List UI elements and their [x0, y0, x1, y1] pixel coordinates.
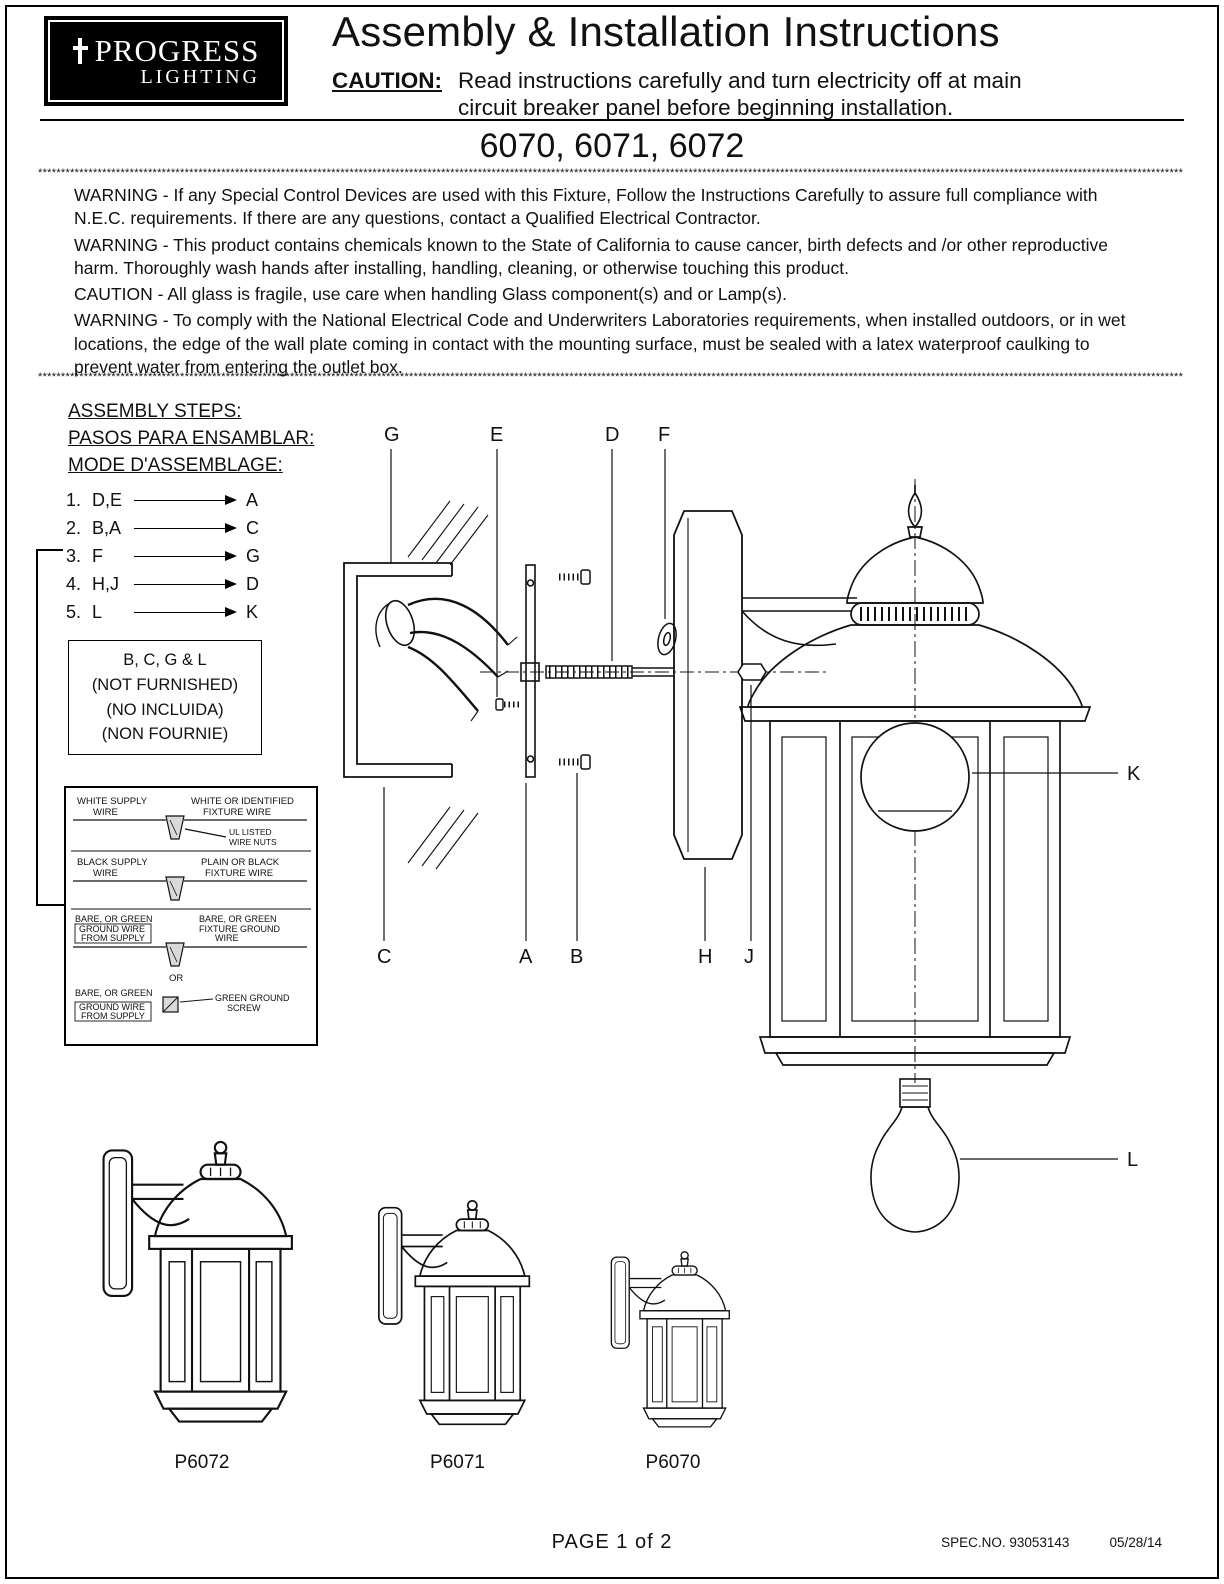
wiring-label: WIRE — [93, 807, 118, 818]
wire-nut-icon — [166, 877, 184, 900]
wiring-label: GROUND WIRE — [79, 1002, 145, 1012]
step-parts: B,A — [92, 517, 122, 538]
lantern-drawing-large — [95, 1136, 309, 1436]
wiring-label: GREEN GROUND — [215, 993, 290, 1003]
spec-number: SPEC.NO. 93053143 — [941, 1535, 1070, 1550]
assembly-heading-es: PASOS PARA ENSAMBLAR: — [68, 428, 315, 449]
step-number: 3. — [66, 545, 82, 566]
label-E: E — [490, 424, 504, 446]
not-furnished-es: (NO INCLUIDA) — [106, 700, 224, 719]
wiring-label: PLAIN OR BLACK — [201, 857, 280, 868]
step-parts: H,J — [92, 573, 119, 594]
page-number: PAGE 1 of 2 — [551, 1531, 673, 1553]
label-B: B — [570, 946, 584, 968]
wiring-label: WHITE OR IDENTIFIED — [191, 796, 294, 807]
warning-special-control: WARNING - If any Special Control Devices are used with this Fixture, Follow the Instructions Carefully to assure full compliance with N.E.C. requirements. If there are any questions, contact a Qualified Electrical Contractor. — [74, 185, 1098, 229]
product-label: P6071 — [430, 1452, 485, 1473]
wiring-label: WIRE — [93, 868, 118, 879]
arrow-right-icon — [134, 612, 234, 613]
caution-line-2: circuit breaker panel before beginning installation. — [457, 94, 954, 120]
caution-line-1: Read instructions carefully and turn electricity off at main — [457, 68, 1022, 93]
not-furnished-en: (NOT FURNISHED) — [91, 675, 239, 694]
step-parts: L — [92, 601, 103, 622]
assembly-step-2 — [66, 514, 266, 542]
ring-handle — [861, 723, 969, 831]
product-label: P6072 — [174, 1452, 230, 1473]
wiring-legend-box — [64, 786, 318, 1046]
label-D: D — [605, 424, 620, 446]
product-variants — [95, 1102, 740, 1474]
wiring-label: BARE, OR GREEN — [75, 914, 153, 924]
wiring-label: FIXTURE WIRE — [205, 868, 274, 879]
caution-text — [458, 68, 1022, 121]
assembly-step-4 — [66, 570, 266, 598]
assembly-step-3 — [66, 542, 266, 570]
mounting-screw-top — [559, 570, 590, 584]
step-target: D — [246, 573, 259, 594]
outlet-box — [344, 563, 452, 777]
wiring-label: FIXTURE WIRE — [203, 807, 272, 818]
step-parts: D,E — [92, 489, 123, 510]
wiring-legend-diagram — [67, 789, 315, 1043]
spec-info — [941, 1535, 1162, 1550]
step-number: 4. — [66, 573, 82, 594]
wiring-label: UL LISTED — [229, 827, 272, 837]
lantern-drawing-medium — [372, 1196, 543, 1436]
step-target: K — [246, 601, 259, 622]
product-p6072 — [95, 1136, 309, 1474]
assembly-heading-fr: MODE D'ASSEMBLAGE: — [68, 455, 283, 476]
step-number: 1. — [66, 489, 82, 510]
wiring-label: BARE, OR GREEN — [75, 988, 153, 998]
connector-line-bottom — [36, 904, 65, 906]
wiring-label: SCREW — [227, 1003, 261, 1013]
white-wire-lines — [73, 820, 307, 837]
assembly-step-5 — [66, 598, 266, 626]
black-wire-labels — [77, 857, 280, 879]
product-label: P6070 — [645, 1452, 701, 1473]
arrow-right-icon — [134, 528, 234, 529]
label-C: C — [377, 946, 392, 968]
hex-nut — [738, 664, 766, 680]
star-divider-top: ********************************************************************************************************************************************************************************************************************************************************** — [38, 168, 1184, 179]
arrow-right-icon — [134, 584, 234, 585]
progress-lighting-logo — [44, 16, 288, 106]
logo-sub-text: LIGHTING — [140, 66, 260, 88]
ground-wire-labels — [75, 914, 281, 943]
model-numbers-title: 6070, 6071, 6072 — [479, 127, 745, 165]
bulb-glass — [871, 1107, 959, 1232]
not-furnished-box — [68, 640, 262, 755]
wire-nut-icon — [166, 816, 184, 839]
connector-line-vertical — [36, 549, 38, 906]
connector-line-top — [36, 549, 63, 551]
wiring-label: FIXTURE GROUND — [199, 924, 280, 934]
roof-skirt — [748, 625, 1082, 707]
caution-label: CAUTION: — [332, 68, 442, 93]
logo-brand-text: PROGRESS — [94, 33, 260, 68]
assembly-steps-list — [66, 486, 266, 626]
step-number: 5. — [66, 601, 82, 622]
step-target: A — [246, 489, 259, 510]
logo-inner-frame — [48, 20, 284, 102]
wiring-label: WHITE SUPPLY — [77, 796, 148, 807]
caution-banner — [332, 68, 1022, 121]
warning-nec-seal: WARNING - To comply with the National Electrical Code and Underwriters Laboratories requirements, when installed outdoors, or in wet locations, the edge of the wall plate coming in contact with the mounting surface, must be sealed with a latex waterproof caulking to prevent water from entering the outlet box. — [74, 310, 1126, 377]
step-parts: F — [92, 545, 103, 566]
light-bulb — [871, 1079, 959, 1232]
lantern-drawing-small — [606, 1248, 740, 1436]
wiring-label: WIRE — [215, 933, 239, 943]
ground-screw-labels — [75, 988, 290, 1021]
cross-icon — [73, 38, 88, 64]
wiring-label: GROUND WIRE — [79, 924, 145, 934]
label-L: L — [1127, 1149, 1139, 1171]
wiring-label: FROM SUPPLY — [81, 933, 145, 943]
part-labels — [377, 424, 1141, 1171]
label-K: K — [1127, 763, 1141, 785]
crossbar-screw — [496, 699, 520, 710]
wiring-label: WIRE NUTS — [229, 837, 277, 847]
wall-plate — [674, 511, 742, 859]
label-G: G — [384, 424, 400, 446]
wiring-label: FROM SUPPLY — [81, 1011, 145, 1021]
label-F: F — [658, 424, 671, 446]
white-wire-labels — [77, 796, 294, 847]
wiring-label: BLACK SUPPLY — [77, 857, 148, 868]
wall-hatching — [408, 501, 488, 869]
wiring-label: BARE, OR GREEN — [199, 914, 277, 924]
star-divider-bottom: ********************************************************************************************************************************************************************************************************************************************************** — [38, 372, 1184, 383]
label-J: J — [744, 946, 754, 968]
or-label: OR — [169, 973, 184, 984]
product-p6070 — [606, 1248, 740, 1474]
step-target: G — [246, 545, 261, 566]
arrow-right-icon — [134, 556, 234, 557]
label-A: A — [519, 946, 533, 968]
step-number: 2. — [66, 517, 82, 538]
product-p6071 — [372, 1196, 543, 1474]
not-furnished-parts: B, C, G & L — [123, 651, 207, 669]
not-furnished-fr: (NON FOURNIE) — [101, 725, 229, 744]
assembly-heading-en: ASSEMBLY STEPS: — [68, 401, 242, 422]
arrow-right-icon — [134, 500, 234, 501]
warning-california: WARNING - This product contains chemicals known to the State of California to cause cancer, birth defects and /or other reproductive harm. Thoroughly wash hands after installing, handling, cleaning, or otherwise touching this product. — [74, 234, 1108, 278]
mounting-arm — [742, 598, 857, 645]
wire-nut-icon — [166, 943, 184, 966]
washer — [655, 621, 679, 656]
warnings-block — [74, 184, 1136, 382]
lantern-fixture — [740, 479, 1090, 1083]
step-target: C — [246, 517, 259, 538]
mounting-crossbar — [521, 565, 539, 777]
header-divider — [40, 119, 1184, 121]
spec-date: 05/28/14 — [1109, 1535, 1162, 1550]
assembly-steps-headings — [68, 401, 314, 482]
caution-glass: CAUTION - All glass is fragile, use care when handling Glass component(s) and or Lamp(s). — [74, 284, 787, 305]
label-H: H — [698, 946, 713, 968]
assembly-step-1 — [66, 486, 266, 514]
page-title: Assembly & Installation Instructions — [332, 8, 1000, 55]
ground-screw-leader — [180, 999, 213, 1002]
mounting-screw-bottom — [559, 755, 590, 769]
